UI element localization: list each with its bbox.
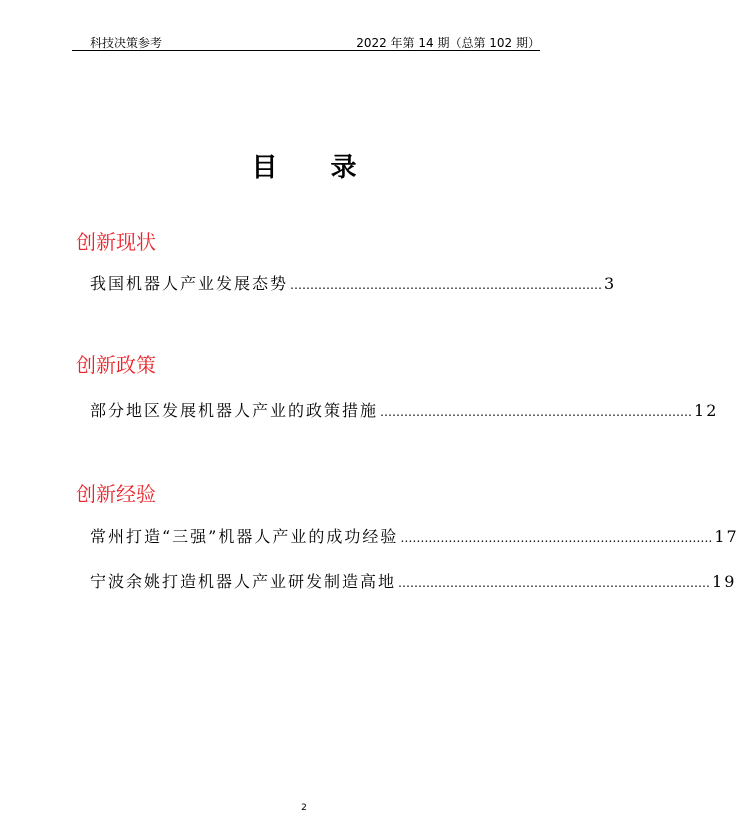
header-journal-name: 科技决策参考 xyxy=(90,36,163,50)
toc-page-number: 19 xyxy=(712,572,737,591)
toc-entry-title: 常州打造“三强”机器人产业的成功经验 xyxy=(90,527,399,546)
toc-leader-dots: …………………………………………………………………… xyxy=(400,531,713,545)
section-heading-status: 创新现状 xyxy=(76,230,156,254)
toc-entry[interactable] xyxy=(90,569,737,593)
toc-entry-title: 我国机器人产业发展态势 xyxy=(90,274,289,293)
toc-entry-title: 宁波余姚打造机器人产业研发制造高地 xyxy=(90,572,397,591)
footer-page-number: 2 xyxy=(301,803,307,813)
toc-entry-title: 部分地区发展机器人产业的政策措施 xyxy=(90,401,379,420)
section-heading-experience: 创新经验 xyxy=(76,482,156,506)
header-divider xyxy=(72,50,540,51)
toc-page-number: 12 xyxy=(694,401,719,420)
toc-leader-dots: …………………………………………………………………… xyxy=(290,278,603,292)
toc-leader-dots: …………………………………………………………………… xyxy=(380,405,693,419)
toc-page-number: 17 xyxy=(714,527,739,546)
toc-entry[interactable] xyxy=(90,398,719,422)
toc-entry[interactable] xyxy=(90,524,739,548)
toc-leader-dots: …………………………………………………………………… xyxy=(398,576,711,590)
section-heading-policy: 创新政策 xyxy=(76,353,156,377)
toc-page-number: 3 xyxy=(604,274,617,293)
page-header xyxy=(90,31,540,51)
toc-entry[interactable] xyxy=(90,271,617,295)
page-title: 目 录 xyxy=(251,153,379,183)
header-issue-info: 2022 年第 14 期（总第 102 期） xyxy=(356,36,540,50)
